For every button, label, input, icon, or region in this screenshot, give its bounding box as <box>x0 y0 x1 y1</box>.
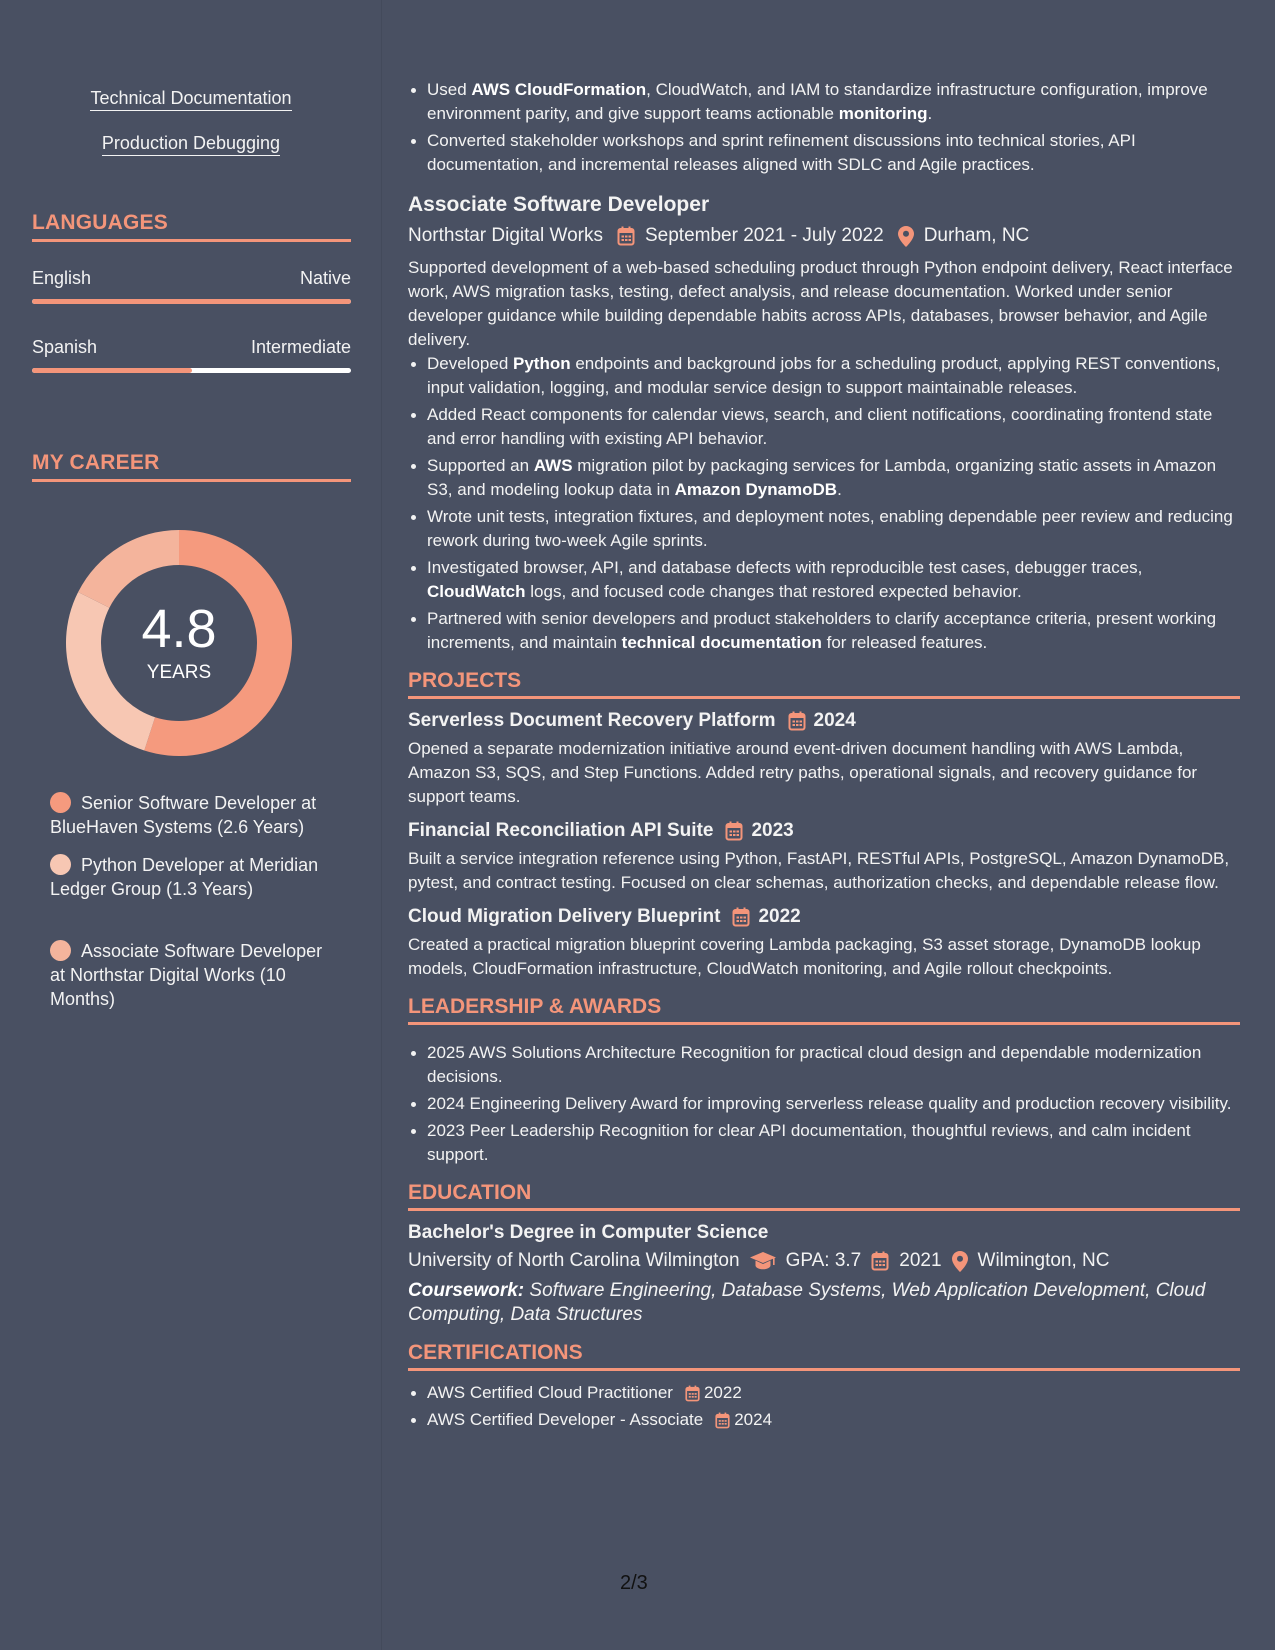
language-bar-spanish <box>32 368 351 373</box>
award-item: 2025 AWS Solutions Architecture Recognition for practical cloud design and dependable modernization decisions. <box>408 1041 1240 1089</box>
project-name: Cloud Migration Delivery Blueprint <box>408 906 721 927</box>
certifications-list <box>408 1381 1240 1432</box>
languages-heading: LANGUAGES <box>32 211 351 242</box>
language-bar-fill <box>32 368 192 373</box>
career-donut-center <box>66 530 292 756</box>
project-name: Financial Reconciliation API Suite <box>408 820 714 841</box>
certification-item <box>408 1381 1240 1405</box>
language-name: English <box>32 268 92 288</box>
projects-list <box>408 709 1240 981</box>
career-legend-item <box>50 791 340 839</box>
certification-year: 2022 <box>703 1383 742 1402</box>
project-name: Serverless Document Recovery Platform <box>408 710 776 731</box>
job-meta <box>408 223 1240 249</box>
skill-label: Production Debugging <box>102 133 280 156</box>
award-item: 2023 Peer Leadership Recognition for clear API documentation, thoughtful reviews, and calm incident support. <box>408 1119 1240 1167</box>
location-pin-icon <box>952 1251 968 1272</box>
language-name: Spanish <box>32 337 98 357</box>
bullet-item: Investigated browser, API, and database defects with reproducible test cases, debugger traces, CloudWatch logs, and focused code changes that restored expected behavior. <box>408 556 1240 604</box>
previous-job-bullets <box>408 78 1240 177</box>
project-title <box>408 819 1240 843</box>
career-legend-text: Senior Software Developer at BlueHaven Systems (2.6 Years) <box>50 793 317 837</box>
projects-heading: PROJECTS <box>408 669 1240 699</box>
project-year: 2023 <box>751 820 794 841</box>
project-title <box>408 905 1240 929</box>
project-description: Opened a separate modernization initiative around event-driven document handling with AWS Lambda, Amazon S3, SQS, and Step Functions. Added retry paths, operational signals, and recovery guidance for support teams. <box>408 739 1198 806</box>
career-heading: MY CAREER <box>32 451 351 482</box>
award-item: 2024 Engineering Delivery Award for improving serverless release quality and production recovery visibility. <box>408 1092 1240 1116</box>
location-pin-icon <box>898 226 914 247</box>
job-location: Durham, NC <box>923 225 1030 246</box>
school-location: Wilmington, NC <box>977 1250 1110 1271</box>
graduation-cap-icon <box>750 1252 776 1270</box>
page-number: 2/3 <box>620 1572 648 1594</box>
education-heading: EDUCATION <box>408 1181 1240 1211</box>
legend-dot-icon <box>50 854 71 875</box>
calendar-icon <box>685 1385 700 1402</box>
bullet-item: Wrote unit tests, integration fixtures, and deployment notes, enabling dependable peer review and reducing rework during two-week Agile sprints. <box>408 505 1240 553</box>
certifications-heading: CERTIFICATIONS <box>408 1341 1240 1371</box>
job-title: Associate Software Developer <box>408 193 710 216</box>
job-summary: Supported development of a web-based scheduling product through Python endpoint delivery, React interface work, AWS migration tasks, testing, defect analysis, and release documentation. Worked under senior developer guidance while building dependable habits across APIs, databases, browser behavior, and Agile delivery. <box>408 258 1233 349</box>
coursework-text: Software Engineering, Database Systems, Web Application Development, Cloud Computing, Data Structures <box>408 1280 1206 1325</box>
awards-list <box>408 1041 1240 1167</box>
career-legend-text: Python Developer at Meridian Ledger Group (1.3 Years) <box>50 855 319 899</box>
project-description: Created a practical migration blueprint covering Lambda packaging, S3 asset storage, DynamoDB lookup models, CloudFormation infrastructure, CloudWatch monitoring, and Agile rollout checkpoints. <box>408 935 1201 978</box>
coursework <box>408 1279 1240 1327</box>
project-description: Built a service integration reference using Python, FastAPI, RESTful APIs, PostgreSQL, Amazon DynamoDB, pytest, and contract testing. Focused on clear schemas, authorization checks, and dependable release flow. <box>408 849 1230 892</box>
language-level: Intermediate <box>250 337 351 357</box>
project-year: 2022 <box>758 906 801 927</box>
career-legend-item <box>50 939 340 1011</box>
career-total-value: 4.8 <box>141 599 217 659</box>
calendar-icon <box>871 1251 889 1271</box>
certification-name: AWS Certified Cloud Practitioner <box>427 1383 673 1402</box>
career-legend-text: Associate Software Developer at Northstar Digital Works (10 Months) <box>50 941 323 1009</box>
bullet-item: Partnered with senior developers and product stakeholders to clarify acceptance criteria, present working increments, and maintain technical documentation for released features. <box>408 607 1240 655</box>
skill-technical-documentation[interactable] <box>0 88 382 109</box>
graduation-year: 2021 <box>899 1250 942 1271</box>
bullet-item: Developed Python endpoints and background jobs for a scheduling product, applying REST conventions, input validation, logging, and modular service design to support maintainable releases. <box>408 352 1240 400</box>
project-year: 2024 <box>813 710 856 731</box>
coursework-label: Coursework: <box>408 1280 525 1301</box>
calendar-icon <box>788 711 806 731</box>
education-meta <box>408 1249 1240 1273</box>
certification-name: AWS Certified Developer - Associate <box>427 1410 704 1429</box>
calendar-icon <box>732 907 750 927</box>
language-level: Native <box>299 268 351 288</box>
awards-heading: LEADERSHIP & AWARDS <box>408 995 1240 1025</box>
calendar-icon <box>715 1412 730 1429</box>
language-bar-fill <box>32 299 351 304</box>
bullet-item: Used AWS CloudFormation, CloudWatch, and IAM to standardize infrastructure configuration, improve environment parity, and give support teams actionable monitoring. <box>408 78 1240 126</box>
legend-dot-icon <box>50 792 71 813</box>
sidebar <box>0 0 382 1650</box>
career-total-unit: YEARS <box>146 662 212 683</box>
skill-label: Technical Documentation <box>90 88 291 111</box>
job-dates: September 2021 - July 2022 <box>644 225 884 246</box>
language-row-english <box>32 268 351 289</box>
school-name: University of North Carolina Wilmington <box>408 1250 740 1271</box>
bullet-item: Supported an AWS migration pilot by packaging services for Lambda, organizing static assets in Amazon S3, and modeling lookup data in Amazon DynamoDB. <box>408 454 1240 502</box>
certification-year: 2024 <box>734 1410 773 1429</box>
calendar-icon <box>617 226 635 246</box>
main-content <box>408 78 1240 1435</box>
project-title <box>408 709 1240 733</box>
career-legend-item <box>50 853 340 901</box>
job-bullets <box>408 352 1240 655</box>
bullet-item: Added React components for calendar views, search, and client notifications, coordinating frontend state and error handling with existing API behavior. <box>408 403 1240 451</box>
certification-item <box>408 1408 1240 1432</box>
legend-dot-icon <box>50 940 71 961</box>
bullet-item: Converted stakeholder workshops and sprint refinement discussions into technical stories, API documentation, and incremental releases aligned with SDLC and Agile practices. <box>408 129 1240 177</box>
language-row-spanish <box>32 337 351 358</box>
skill-production-debugging[interactable] <box>0 133 382 154</box>
calendar-icon <box>725 821 743 841</box>
job-company: Northstar Digital Works <box>408 225 603 246</box>
degree-title: Bachelor's Degree in Computer Science <box>408 1222 769 1243</box>
language-bar-english <box>32 299 351 304</box>
gpa: GPA: 3.7 <box>785 1250 862 1271</box>
